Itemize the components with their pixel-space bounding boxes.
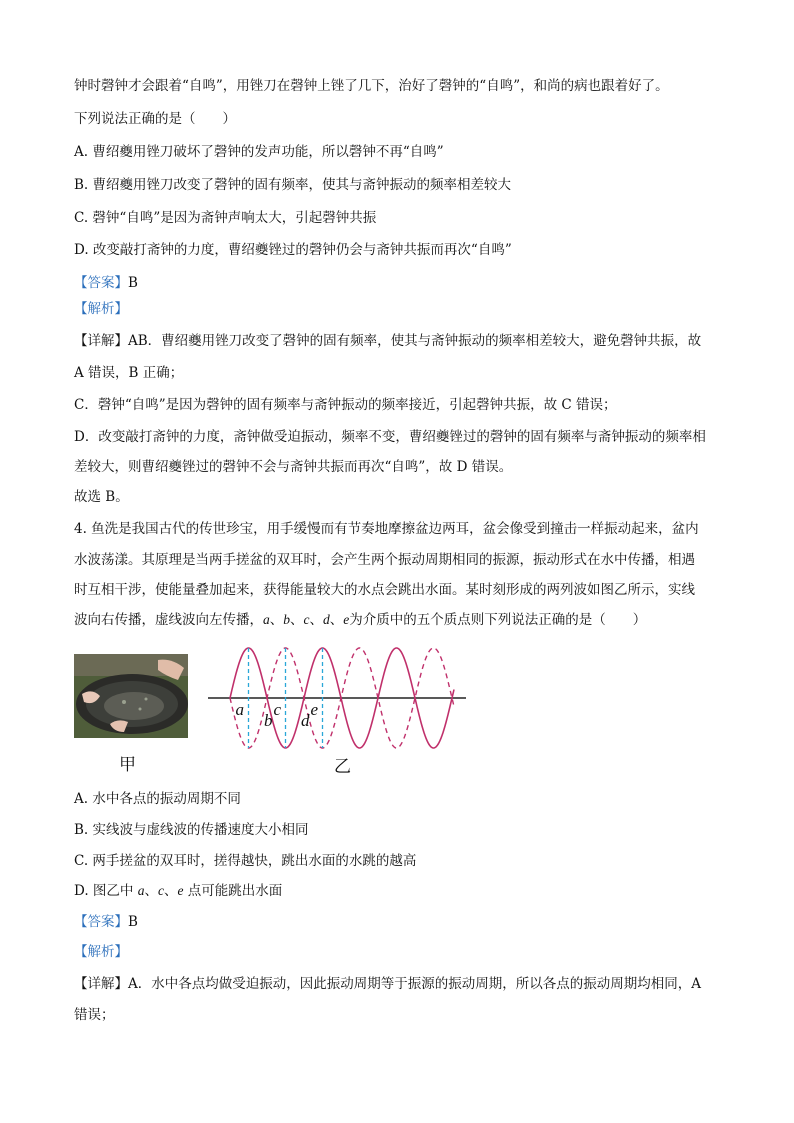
separator: 、 (144, 883, 158, 899)
question-prompt: 下列说法正确的是（ ） (74, 111, 236, 127)
separator: 、 (309, 612, 323, 628)
q3-detail: 【详解】AB．曹绍夔用锉刀改变了磬钟的固有频率，使其与斋钟振动的频率相差较大，避免磬钟共振，故 (74, 333, 702, 349)
option-d-suffix: 点可能跳出水面 (183, 883, 283, 899)
answer-value: B (128, 914, 138, 930)
q4-analysis-tag: 【解析】 (74, 944, 128, 960)
q3-detail: D．改变敲打斋钟的力度，斋钟做受迫振动，频率不变，曹绍夔锉过的磬钟的固有频率与斋钟振动的频率相 (74, 429, 706, 445)
point-a-text: a (263, 612, 270, 627)
q4-answer (74, 912, 734, 932)
q4-option-a: A. 水中各点的振动周期不同 (74, 791, 241, 807)
q3-analysis-tag: 【解析】 (74, 301, 128, 317)
answer-tag: 【答案】 (74, 914, 128, 930)
point-c-text: c (303, 612, 310, 627)
q4-stem: 4. 鱼洗是我国古代的传世珍宝，用手缓慢而有节奏地摩擦盆边两耳，盆会像受到撞击一样振动起来，盆内 (74, 521, 699, 537)
q3-detail: 差较大，则曹绍夔锉过的磬钟不会与斋钟共振而再次“自鸣”，故 D 错误。 (74, 459, 513, 475)
q4-detail: 【详解】A．水中各点均做受迫振动，因此振动周期等于振源的振动周期，所以各点的振动周期均相同，A (74, 976, 701, 992)
point-c-text: c (157, 883, 164, 898)
q4-detail: 错误； (74, 1007, 115, 1023)
q3-detail: A 错误，B 正确； (74, 365, 184, 381)
point-e-text: e (177, 883, 184, 898)
wave-layer (208, 648, 466, 748)
q4-option-b: B. 实线波与虚线波的传播速度大小相同 (74, 822, 309, 838)
q4-stem: 时互相干涉，使能量叠加起来，获得能量较大的水点会跳出水面。某时刻形成的两列波如图乙所示，实线 (74, 582, 695, 598)
q3-conclusion: 故选 B。 (74, 489, 129, 505)
q3-option-d: D. 改变敲打斋钟的力度，曹绍夔锉过的磬钟仍会与斋钟共振而再次“自鸣” (74, 242, 512, 258)
point-label-d: d (301, 711, 310, 730)
text-line: 钟时磬钟才会跟着“自鸣”，用锉刀在磬钟上锉了几下，治好了磬钟的“自鸣”，和尚的病也跟着好了。 (74, 78, 669, 94)
figure-label-yi: 乙 (334, 757, 351, 777)
point-d-text: d (323, 612, 330, 627)
q3-answer (74, 273, 734, 293)
q4-option-d (74, 881, 734, 901)
q4-stem-part: 波向右传播，虚线波向左传播， (74, 612, 263, 628)
wave-diagram (204, 640, 474, 760)
answer-value: B (128, 275, 138, 291)
separator: 、 (269, 612, 284, 628)
q4-stem-part: 为介质中的五个质点则下列说法正确的是（ ） (349, 612, 647, 628)
q4-stem (74, 610, 734, 630)
answer-tag: 【答案】 (74, 275, 128, 291)
figure-label-jia: 甲 (119, 755, 136, 775)
q3-detail: C．磬钟“自鸣”是因为磬钟的固有频率与斋钟振动的频率接近，引起磬钟共振，故 C 错误； (74, 397, 617, 413)
separator: 、 (329, 612, 344, 628)
point-label-e: e (310, 700, 319, 719)
q3-option-c: C. 磬钟“自鸣”是因为斋钟声响太大，引起磬钟共振 (74, 210, 377, 226)
point-label-a: a (235, 700, 244, 719)
point-a-text: a (137, 883, 145, 898)
q3-option-a: A. 曹绍夔用锉刀破坏了磬钟的发声功能，所以磬钟不再“自鸣” (74, 144, 444, 160)
fish-basin-photo (74, 654, 188, 738)
point-label-c: c (273, 700, 282, 719)
point-e-text: e (343, 612, 350, 627)
separator: 、 (163, 883, 178, 899)
q4-option-c: C. 两手搓盆的双耳时，搓得越快，跳出水面的水跳的越高 (74, 853, 417, 869)
basin-illustration (74, 654, 188, 738)
point-b-text: b (283, 612, 290, 627)
q4-stem: 水波荡漾。其原理是当两手搓盆的双耳时，会产生两个振动周期相同的振源，振动形式在水中传播，相遇 (74, 552, 695, 568)
option-d-prefix: D. 图乙中 (74, 883, 138, 899)
separator: 、 (290, 612, 304, 628)
point-label-b: b (264, 711, 273, 730)
q3-option-b: B. 曹绍夔用锉刀改变了磬钟的固有频率，使其与斋钟振动的频率相差较大 (74, 177, 512, 193)
